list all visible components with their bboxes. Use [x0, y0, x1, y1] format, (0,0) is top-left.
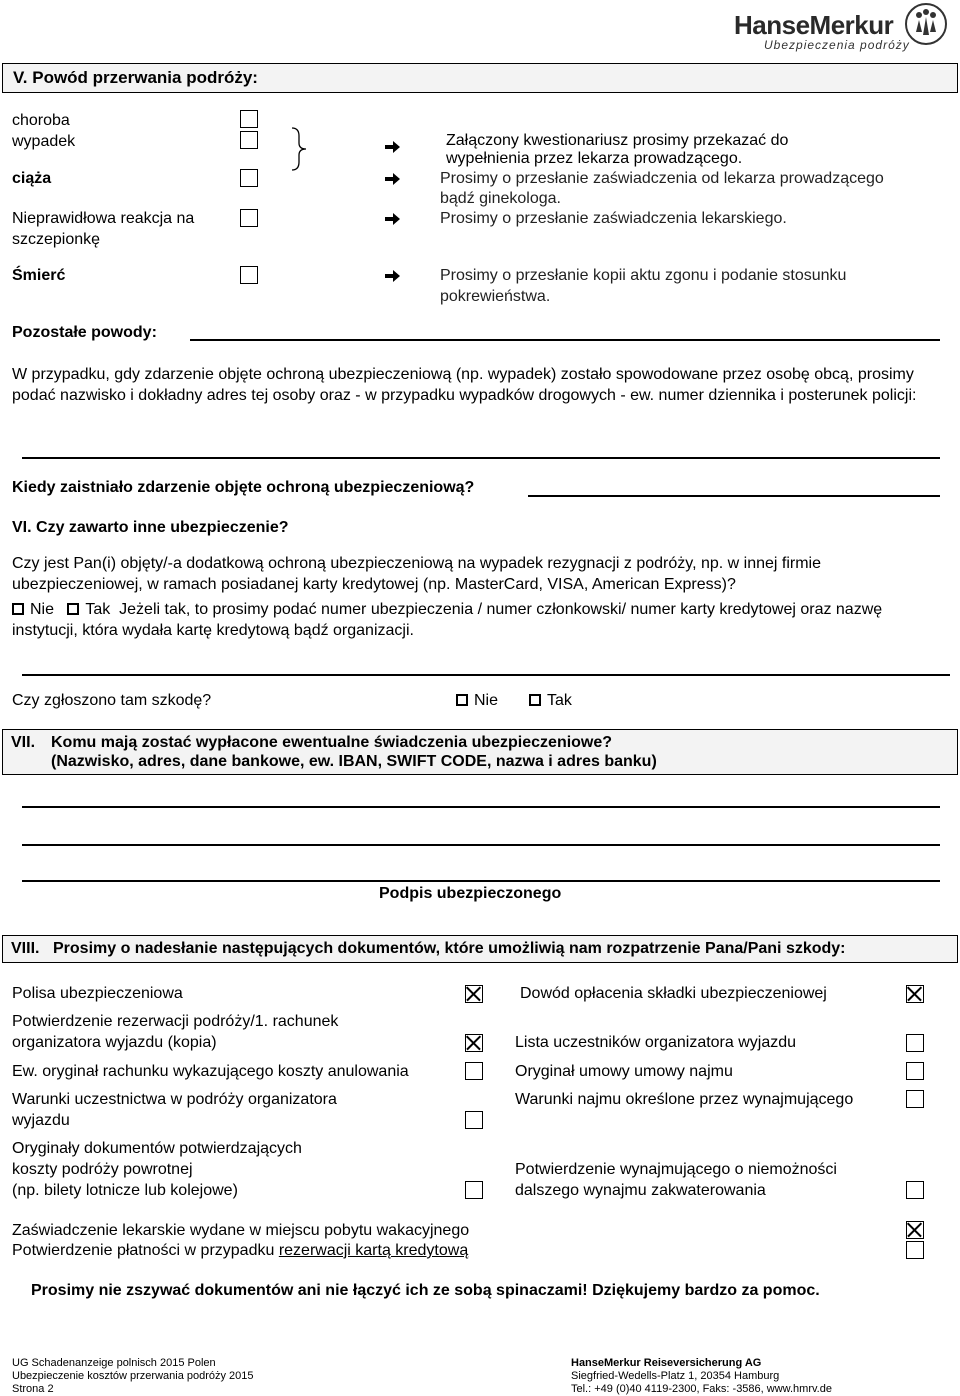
doc-participants: Lista uczestników organizatora wyjazdu — [515, 1034, 797, 1051]
doc-conditions-2: wyjazdu — [12, 1112, 70, 1129]
arrow-icon — [385, 172, 401, 186]
note-pregnancy-2: bądź ginekologa. — [440, 190, 561, 207]
doc-card-payment-checkbox[interactable] — [906, 1241, 924, 1259]
doc-policy: Polisa ubezpieczeniowa — [12, 985, 183, 1002]
no-checkbox[interactable] — [12, 603, 24, 615]
payee-input-line-1[interactable] — [22, 806, 940, 808]
section-7-title: Komu mają zostać wypłacone ewentualne świadczenia ubezpieczeniowe? — [51, 734, 613, 751]
when-label: Kiedy zaistniało zdarzenie objęte ochroną ubezpieczeniową? — [12, 479, 475, 496]
other-reasons-label: Pozostałe powody: — [12, 324, 157, 341]
footer-form-name: UG Schadenanzeige polnisch 2015 Polen — [12, 1357, 216, 1369]
claim-question: Czy zgłoszono tam szkodę? — [12, 692, 212, 709]
doc-card-payment-text: Potwierdzenie płatności w przypadku — [12, 1242, 279, 1259]
other-insurance-answer — [12, 599, 947, 641]
section-5-title: V. Powód przerwania podróży: — [13, 68, 258, 87]
doc-conditions-1: Warunki uczestnictwa w podróży organizatora — [12, 1091, 337, 1108]
reason-checkbox-pregnancy[interactable] — [240, 169, 258, 187]
third-party-input-line[interactable] — [22, 457, 940, 459]
section-8-number: VIII. — [11, 940, 40, 957]
claim-options — [456, 691, 498, 711]
note-questionnaire-2: wypełnienia przez lekarza prowadzącego. — [446, 150, 743, 167]
if-yes-text: Jeżeli tak, to prosimy podać numer ubezpieczenia / numer członkowski/ numer karty kredytowej oraz nazwę instytucji, która wydała kartę kredytową bądź organizacji. — [12, 601, 883, 639]
section-8-title: Prosimy o nadesłanie następujących dokumentów, które umożliwią nam rozpatrzenie Pana/Pani szkody: — [53, 940, 846, 957]
section-7-subtitle: (Nazwisko, adres, dane bankowe, ew. IBAN, SWIFT CODE, nazwa i adres banku) — [51, 753, 657, 770]
note-death-2: pokrewieństwa. — [440, 288, 551, 305]
claim-yes-checkbox[interactable] — [529, 694, 541, 706]
doc-medical-certificate-checkbox[interactable] — [906, 1221, 924, 1239]
footer-contact: Tel.: +49 (0)40 4119-2300, Faks: -3586, www.hmrv.de — [571, 1383, 832, 1395]
doc-cancellation: Ew. oryginał rachunku wykazującego koszty anulowania — [12, 1063, 409, 1080]
footer-form-type: Ubezpieczenie kosztów przerwania podróży 2015 — [12, 1370, 254, 1382]
final-note: Prosimy nie zszywać dokumentów ani nie łączyć ich ze sobą spinaczami! Dziękujemy bardzo za pomoc. — [31, 1282, 820, 1299]
doc-policy-checkbox[interactable] — [465, 985, 483, 1003]
claim-options-yes — [529, 691, 572, 711]
doc-premium-payment: Dowód opłacenia składki ubezpieczeniowej — [520, 985, 827, 1002]
signature-label: Podpis ubezpieczonego — [379, 885, 562, 902]
footer-company: HanseMerkur Reiseversicherung AG — [571, 1357, 762, 1369]
reason-label-vaccine-1: Nieprawidłowa reakcja na — [12, 210, 195, 227]
doc-participants-checkbox[interactable] — [906, 1034, 924, 1052]
doc-landlord-2: dalszego wynajmu zakwaterowania — [515, 1182, 766, 1199]
doc-rental-terms: Warunki najmu określone przez wynajmującego — [515, 1091, 854, 1108]
arrow-icon — [385, 140, 401, 154]
doc-rental-terms-checkbox[interactable] — [906, 1090, 924, 1108]
claim-yes-label: Tak — [547, 692, 572, 709]
doc-return-checkbox[interactable] — [465, 1181, 483, 1199]
doc-cancellation-checkbox[interactable] — [465, 1062, 483, 1080]
doc-booking-checkbox[interactable] — [465, 1034, 483, 1052]
doc-landlord-1: Potwierdzenie wynajmującego o niemożności — [515, 1161, 837, 1178]
note-vaccine: Prosimy o przesłanie zaświadczenia lekarskiego. — [440, 210, 787, 227]
doc-premium-payment-checkbox[interactable] — [906, 985, 924, 1003]
reason-label-illness: choroba — [12, 112, 70, 129]
reason-checkbox-illness[interactable] — [240, 110, 258, 128]
doc-return-2: koszty podróży powrotnej — [12, 1161, 193, 1178]
reason-checkbox-vaccine[interactable] — [240, 209, 258, 227]
logo-figures-icon — [904, 2, 948, 46]
section-6-title: VI. Czy zawarto inne ubezpieczenie? — [12, 519, 289, 536]
doc-medical-certificate: Zaświadczenie lekarskie wydane w miejscu pobytu wakacyjnego — [12, 1222, 470, 1239]
reason-label-pregnancy: ciąża — [12, 170, 52, 187]
reason-label-death: Śmierć — [12, 267, 66, 284]
doc-return-3: (np. bilety lotnicze lub kolejowe) — [12, 1182, 238, 1199]
note-death-1: Prosimy o przesłanie kopii aktu zgonu i podanie stosunku — [440, 267, 847, 284]
insurance-details-input-line[interactable] — [22, 674, 950, 676]
payee-input-line-3[interactable] — [22, 880, 940, 882]
section-5-header — [2, 63, 958, 93]
claim-no-label: Nie — [474, 692, 499, 709]
section-7-number: VII. — [11, 734, 36, 751]
curly-brace-icon — [290, 126, 310, 172]
other-reasons-input-line[interactable] — [190, 339, 940, 341]
footer-page-number: Strona 2 — [12, 1383, 54, 1395]
when-input-line[interactable] — [528, 495, 940, 497]
section-8-header — [2, 935, 958, 963]
reason-checkbox-death[interactable] — [240, 266, 258, 284]
doc-rental-contract-checkbox[interactable] — [906, 1062, 924, 1080]
other-insurance-question: Czy jest Pan(i) objęty/-a dodatkową ochroną ubezpieczeniową na wypadek rezygnacji z podróży, np. w innej firmie ubezpieczeniowej, w ramach posiadanej karty kredytowej (np. MasterCard, VISA, American Express)? — [12, 555, 822, 593]
section-7-header — [2, 729, 958, 775]
footer-address: Siegfried-Wedells-Platz 1, 20354 Hamburg — [571, 1370, 780, 1382]
reason-label-accident: wypadek — [12, 133, 76, 150]
doc-booking-1: Potwierdzenie rezerwacji podróży/1. rachunek — [12, 1013, 339, 1030]
logo-brand: HanseMerkur — [734, 10, 894, 40]
doc-booking-2: organizatora wyjazdu (kopia) — [12, 1034, 217, 1051]
doc-card-payment-underlined: rezerwacji kartą kredytową — [278, 1242, 469, 1259]
arrow-icon — [385, 212, 401, 226]
arrow-icon — [385, 269, 401, 283]
payee-input-line-2[interactable] — [22, 844, 940, 846]
note-pregnancy-1: Prosimy o przesłanie zaświadczenia od lekarza prowadzącego — [440, 170, 884, 187]
note-questionnaire-1: Załączony kwestionariusz prosimy przekazać do — [446, 132, 789, 149]
reason-checkbox-accident[interactable] — [240, 131, 258, 149]
doc-rental-contract: Oryginał umowy umowy najmu — [515, 1063, 733, 1080]
third-party-text: W przypadku, gdy zdarzenie objęte ochroną ubezpieczeniową (np. wypadek) zostało spowodowane przez osobę obcą, prosimy podać nazwisko i dokładny adres tej osoby oraz - w przypadku wypadków drogowych - ew. numer dziennika i posterunek policji: — [12, 366, 917, 404]
claim-no-checkbox[interactable] — [456, 694, 468, 706]
doc-return-1: Oryginały dokumentów potwierdzających — [12, 1140, 302, 1157]
logo-tagline: Ubezpieczenia podróży — [764, 38, 910, 52]
no-label: Nie — [30, 601, 55, 618]
reason-label-vaccine-2: szczepionkę — [12, 231, 101, 248]
doc-card-payment — [12, 1241, 468, 1261]
yes-label: Tak — [85, 601, 111, 618]
doc-landlord-checkbox[interactable] — [906, 1181, 924, 1199]
doc-conditions-checkbox[interactable] — [465, 1111, 483, 1129]
yes-checkbox[interactable] — [67, 603, 79, 615]
